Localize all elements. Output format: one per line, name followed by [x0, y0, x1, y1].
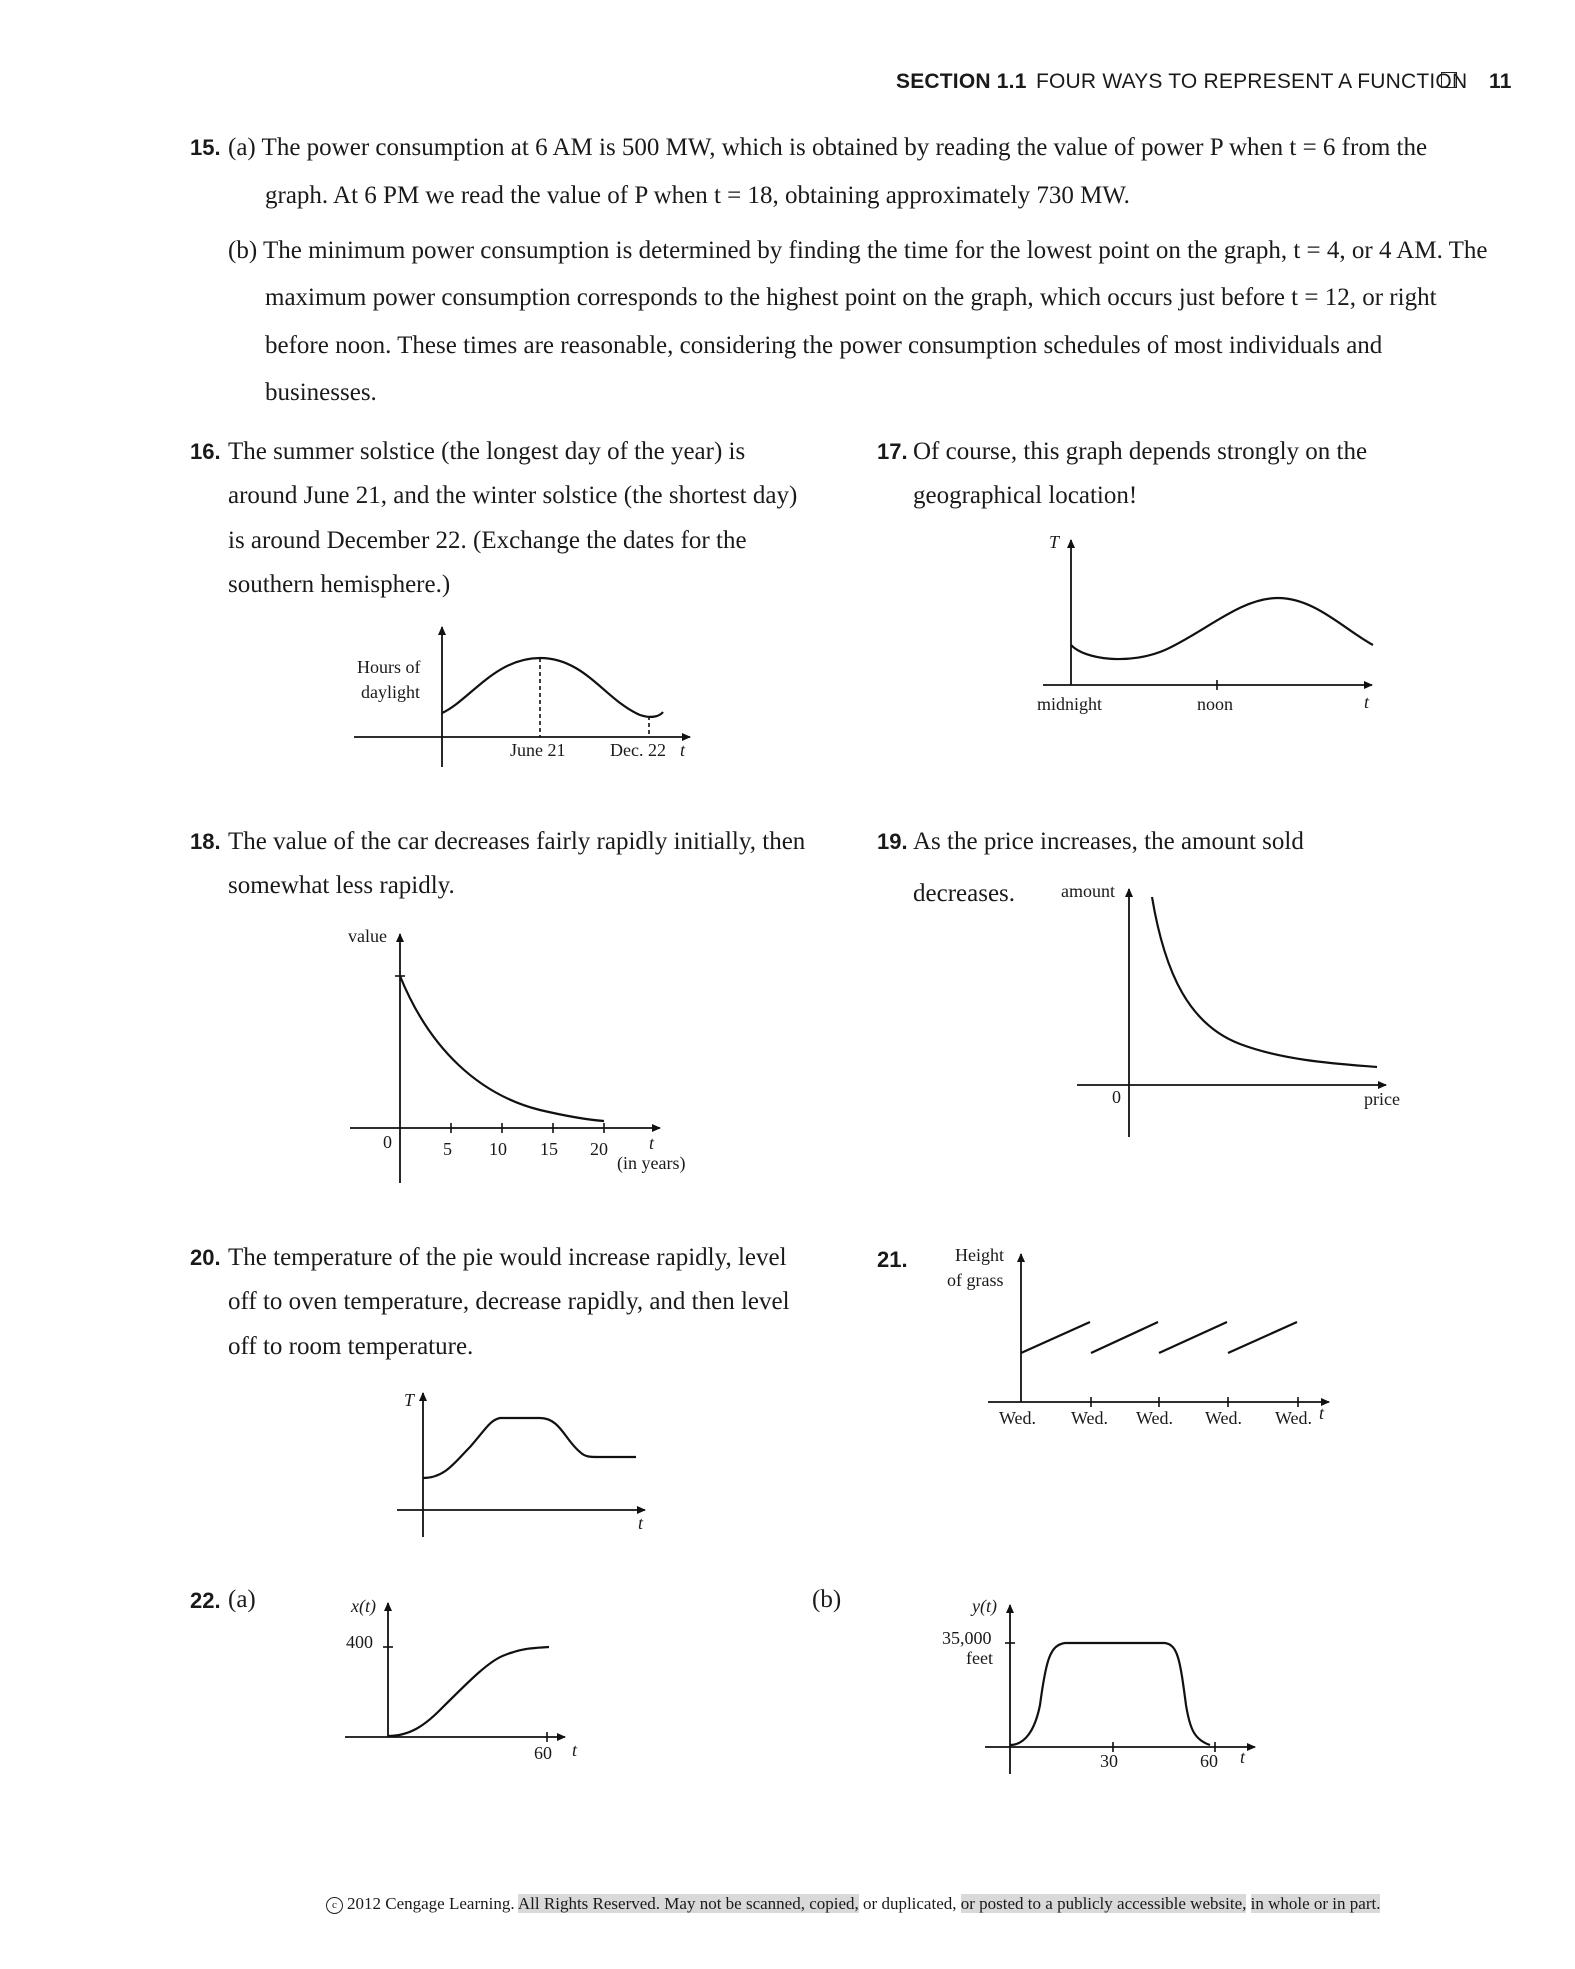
- grass-ylabel-1: Height: [955, 1245, 1004, 1265]
- problem-15a-line-1: (a) The power consumption at 6 AM is 500 MW, which is obtained by reading the value of power P when t = 6 from the: [228, 134, 1428, 161]
- footer-text-2: All Rights Reserved. May not be scanned, copied,: [517, 1894, 859, 1913]
- yt-ytick-35000: 35,000: [942, 1628, 992, 1648]
- problem-20-line-2: off to oven temperature, decrease rapidly, and then level: [228, 1288, 790, 1315]
- problem-22-number: 22.: [190, 1588, 221, 1613]
- car-xlabel-unit: (in years): [617, 1153, 686, 1173]
- price-xlabel: price: [1364, 1089, 1400, 1109]
- pie-ylabel: T: [404, 1390, 415, 1410]
- footer-text-1: 2012 Cengage Learning.: [347, 1894, 515, 1913]
- temp-tick-midnight: midnight: [1037, 694, 1103, 714]
- copyright-footer: [326, 1894, 1380, 1914]
- problem-15b-line-1: (b) The minimum power consumption is determined by finding the time for the lowest point on the graph, t = 4, or 4 AM. The: [228, 237, 1488, 264]
- yt-curve: [1010, 1643, 1210, 1745]
- xt-xlabel: t: [572, 1740, 578, 1760]
- daylight-xlabel: t: [680, 740, 686, 760]
- daylight-curve: [442, 658, 663, 717]
- problem-15-number: 15.: [190, 135, 221, 160]
- yt-xtick-60: 60: [1200, 1751, 1218, 1771]
- price-origin-label: 0: [1112, 1087, 1121, 1107]
- section-label: SECTION 1.1: [896, 70, 1027, 93]
- problem-22-part-b: (b): [812, 1586, 842, 1613]
- problem-20-line-1: The temperature of the pie would increase rapidly, level: [228, 1244, 787, 1271]
- grass-tick-3: Wed.: [1136, 1408, 1174, 1428]
- xt-ytick-400: 400: [346, 1632, 373, 1652]
- problem-19-line-1: As the price increases, the amount sold: [913, 828, 1304, 855]
- temp-xlabel: t: [1364, 692, 1370, 712]
- problem-16-line-1: The summer solstice (the longest day of the year) is: [228, 438, 746, 465]
- grass-segment-4: [1228, 1322, 1297, 1353]
- problem-22-part-a: (a): [228, 1586, 256, 1613]
- grass-tick-4: Wed.: [1205, 1408, 1243, 1428]
- daylight-tick-dec: Dec. 22: [610, 740, 666, 760]
- problem-15a-line-2: graph. At 6 PM we read the value of P when t = 18, obtaining approximately 730 MW.: [265, 182, 1130, 209]
- temperature-curve: [1071, 598, 1373, 659]
- copyright-icon: c: [326, 1897, 343, 1914]
- temp-tick-noon: noon: [1197, 694, 1233, 714]
- problem-18-line-2: somewhat less rapidly.: [228, 872, 455, 899]
- car-xlabel: t: [649, 1133, 655, 1153]
- yt-graph: [985, 1605, 1255, 1774]
- problem-20-number: 20.: [190, 1245, 221, 1270]
- problem-17-number: 17.: [877, 439, 908, 464]
- grass-segment-1: [1021, 1322, 1090, 1353]
- footer-text-4: or posted to a publicly accessible website,: [960, 1894, 1247, 1913]
- grass-ylabel-2: of grass: [947, 1270, 1004, 1290]
- car-tick-15: 15: [540, 1139, 558, 1159]
- grass-tick-5: Wed.: [1275, 1408, 1313, 1428]
- problem-21-number: 21.: [877, 1247, 908, 1272]
- car-tick-5: 5: [443, 1139, 452, 1159]
- xt-ylabel: x(t): [351, 1596, 376, 1616]
- car-tick-10: 10: [489, 1139, 507, 1159]
- demand-curve: [1152, 897, 1377, 1067]
- problem-19-line-2: decreases.: [913, 880, 1016, 907]
- xt-graph: [345, 1603, 565, 1742]
- problem-18-number: 18.: [190, 829, 221, 854]
- car-ylabel: value: [348, 926, 387, 946]
- section-title: FOUR WAYS TO REPRESENT A FUNCTION: [1036, 70, 1468, 93]
- grass-segment-3: [1159, 1322, 1227, 1353]
- problem-16-number: 16.: [190, 439, 221, 464]
- problem-15b-line-4: businesses.: [265, 379, 377, 406]
- problem-17-line-2: geographical location!: [913, 482, 1138, 509]
- problem-18-line-1: The value of the car decreases fairly rapidly initially, then: [228, 828, 806, 855]
- problem-16-line-4: southern hemisphere.): [228, 571, 451, 598]
- car-tick-20: 20: [590, 1139, 608, 1159]
- footer-text-5: in whole or in part.: [1250, 1894, 1381, 1913]
- grass-graph: [988, 1254, 1329, 1407]
- xt-xtick-60: 60: [534, 1743, 552, 1763]
- temp-ylabel: T: [1049, 532, 1060, 552]
- car-value-graph: [350, 934, 660, 1183]
- pie-temperature-curve: [423, 1418, 636, 1478]
- temperature-graph: [1043, 540, 1373, 690]
- yt-xlabel: t: [1240, 1747, 1246, 1767]
- car-origin-label: 0: [383, 1132, 392, 1152]
- daylight-tick-june: June 21: [510, 740, 566, 760]
- problem-15b-line-3: before noon. These times are reasonable, considering the power consumption schedules of most individuals and: [265, 332, 1383, 359]
- daylight-ylabel-2: daylight: [361, 682, 420, 702]
- problem-19-number: 19.: [877, 829, 908, 854]
- yt-xtick-30: 30: [1100, 1751, 1118, 1771]
- footer-text-3: or duplicated,: [863, 1894, 957, 1913]
- yt-ylabel: y(t): [972, 1596, 997, 1616]
- grass-tick-1: Wed.: [999, 1408, 1037, 1428]
- problem-20-line-3: off to room temperature.: [228, 1333, 474, 1360]
- problem-16-line-3: is around December 22. (Exchange the dates for the: [228, 527, 747, 554]
- problem-15b-line-2: maximum power consumption corresponds to the highest point on the graph, which occurs just before t = 12, or right: [265, 284, 1437, 311]
- price-ylabel: amount: [1061, 881, 1115, 901]
- daylight-ylabel-1: Hours of: [357, 657, 421, 677]
- car-value-curve: [400, 976, 604, 1121]
- grass-xlabel: t: [1319, 1403, 1325, 1423]
- pie-temperature-graph: [397, 1393, 645, 1537]
- problem-16-line-2: around June 21, and the winter solstice (the shortest day): [228, 482, 798, 509]
- yt-ytick-feet: feet: [966, 1648, 993, 1668]
- daylight-graph: [354, 627, 690, 767]
- page-number: 11: [1489, 70, 1512, 93]
- grass-segment-2: [1091, 1322, 1158, 1353]
- problem-17-line-1: Of course, this graph depends strongly on the: [913, 438, 1368, 465]
- grass-tick-2: Wed.: [1071, 1408, 1109, 1428]
- xt-curve: [388, 1647, 549, 1736]
- demand-graph: [1077, 889, 1386, 1137]
- pie-xlabel: t: [638, 1513, 644, 1533]
